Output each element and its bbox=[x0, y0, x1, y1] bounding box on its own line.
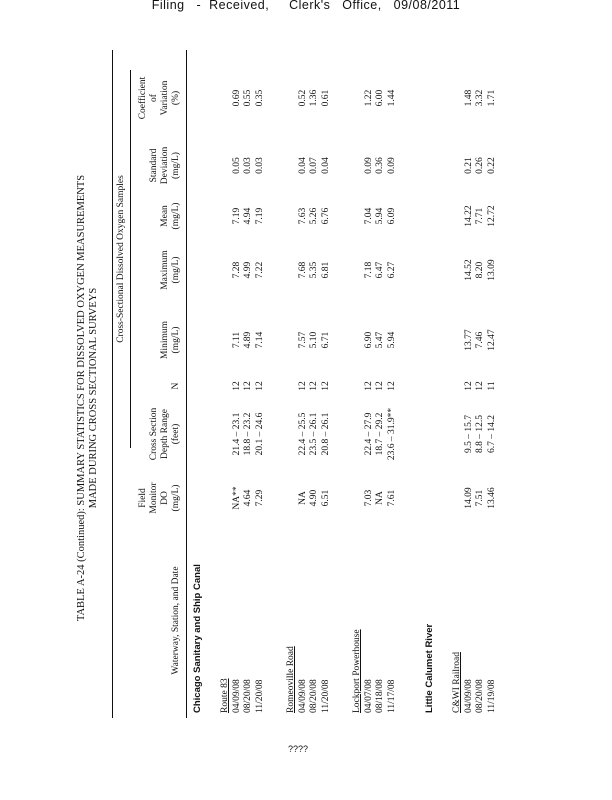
cell-max: 4.99 bbox=[243, 261, 253, 279]
cell-min: 7.11 bbox=[231, 331, 242, 349]
cell-std: 0.05 bbox=[231, 157, 242, 174]
cell-max: 14.52 bbox=[463, 259, 474, 281]
col-header-depth-range bbox=[149, 398, 182, 470]
cell-do: 4.90 bbox=[309, 489, 319, 507]
cell-depth: 8.8 – 12.5 bbox=[475, 415, 485, 453]
cell-std: 0.07 bbox=[309, 157, 319, 174]
station-name: Lockport Powerhouse bbox=[352, 629, 362, 713]
cell-std: 0.09 bbox=[386, 157, 397, 174]
cell-std: 0.09 bbox=[363, 157, 374, 174]
section-heading: Chicago Sanitary and Ship Canal bbox=[192, 564, 203, 713]
col-header-field-monitor bbox=[138, 476, 182, 520]
cell-min: 6.90 bbox=[363, 331, 374, 349]
cell-n: 12 bbox=[297, 381, 308, 391]
cell-max: 6.81 bbox=[320, 261, 331, 279]
cell-cv: 3.32 bbox=[475, 89, 485, 107]
cell-date: 08/20/08 bbox=[309, 679, 319, 713]
col-header-depth-range-line-1: Cross Section bbox=[149, 407, 159, 461]
cell-cv: 1.48 bbox=[463, 89, 474, 107]
cell-std: 0.26 bbox=[475, 157, 485, 174]
cell-max: 7.28 bbox=[231, 261, 242, 279]
cell-n: 12 bbox=[254, 381, 265, 391]
col-header-depth-range-line-3: (feet) bbox=[171, 423, 181, 445]
col-header-std-line-3: (mg/L) bbox=[171, 152, 181, 179]
col-header-mean-line-2: (mg/L) bbox=[171, 202, 181, 230]
col-header-field-monitor-line-2: Monitor bbox=[149, 482, 159, 514]
cell-std: 0.36 bbox=[375, 157, 385, 174]
cell-cv: 0.61 bbox=[320, 89, 331, 107]
cell-max: 6.47 bbox=[375, 261, 385, 279]
col-header-maximum bbox=[160, 240, 182, 300]
cell-mean: 5.26 bbox=[309, 207, 319, 225]
filing-header: Filing - Received, Clerk's Office, 09/08/2011 bbox=[151, 0, 461, 12]
header-rule bbox=[186, 50, 187, 718]
cell-depth: 22.4 – 27.9 bbox=[363, 412, 374, 456]
col-header-depth-range-line-2: Depth Range bbox=[160, 409, 170, 459]
cell-max: 7.18 bbox=[363, 261, 374, 279]
cell-do: 7.51 bbox=[475, 489, 485, 507]
cell-depth: 18.7 – 29.2 bbox=[375, 412, 385, 456]
col-header-maximum-line-1: Maximum bbox=[160, 250, 170, 290]
col-header-mean bbox=[160, 194, 182, 238]
table-title-line-1: TABLE A-24 (Continued): SUMMARY STATISTICS FOR DISSOLVED OXYGEN MEASUREMENTS bbox=[76, 174, 87, 622]
cell-do: 13.46 bbox=[486, 487, 497, 509]
station-name: Route 83 bbox=[220, 678, 230, 713]
top-rule bbox=[112, 50, 113, 718]
cell-date: 04/07/08 bbox=[363, 679, 374, 713]
cell-std: 0.04 bbox=[297, 157, 308, 174]
cell-date: 04/09/08 bbox=[231, 679, 242, 713]
cell-do: NA bbox=[297, 491, 308, 505]
cell-cv: 1.71 bbox=[486, 89, 497, 107]
col-header-mean-line-1: Mean bbox=[160, 205, 170, 227]
cell-date: 11/20/08 bbox=[320, 679, 331, 713]
cell-mean: 7.04 bbox=[363, 207, 374, 225]
cell-n: 12 bbox=[475, 381, 485, 391]
col-header-cv bbox=[138, 68, 182, 128]
cell-depth: 20.8 – 26.1 bbox=[320, 412, 331, 456]
col-header-n-line-1: N bbox=[171, 382, 181, 390]
cell-min: 6.71 bbox=[320, 331, 331, 349]
cell-depth: 22.4 – 25.5 bbox=[297, 412, 308, 456]
cell-n: 12 bbox=[309, 381, 319, 391]
cell-date: 08/20/08 bbox=[475, 679, 485, 713]
cell-n: 11 bbox=[486, 381, 497, 391]
cell-min: 7.57 bbox=[297, 331, 308, 349]
cell-date: 04/09/08 bbox=[297, 679, 308, 713]
cell-min: 5.94 bbox=[386, 331, 397, 349]
cell-depth: 23.5 – 26.1 bbox=[309, 412, 319, 456]
cell-std: 0.03 bbox=[243, 157, 253, 174]
cell-n: 12 bbox=[363, 381, 374, 391]
cell-do: 14.09 bbox=[463, 487, 474, 509]
cell-cv: 1.36 bbox=[309, 89, 319, 107]
cell-cv: 1.22 bbox=[363, 89, 374, 107]
cell-cv: 0.35 bbox=[254, 89, 265, 107]
cell-mean: 7.19 bbox=[231, 207, 242, 225]
col-header-cv-line-4: (%) bbox=[171, 90, 181, 106]
cell-max: 7.68 bbox=[297, 261, 308, 279]
cell-min: 13.77 bbox=[463, 329, 474, 351]
col-header-n bbox=[171, 376, 182, 396]
col-header-field-monitor-line-3: DO bbox=[160, 491, 170, 505]
cell-std: 0.03 bbox=[254, 157, 265, 174]
cell-n: 12 bbox=[320, 381, 331, 391]
cell-depth: 21.4 – 23.1 bbox=[231, 412, 242, 456]
cell-do: NA** bbox=[231, 486, 242, 510]
cell-mean: 12.72 bbox=[486, 205, 497, 227]
cell-depth: 6.7 – 14.2 bbox=[486, 415, 497, 453]
cell-std: 0.22 bbox=[486, 157, 497, 174]
cell-mean: 5.94 bbox=[375, 207, 385, 225]
cell-n: 12 bbox=[231, 381, 242, 391]
cell-mean: 6.09 bbox=[386, 207, 397, 225]
col-header-minimum bbox=[160, 310, 182, 370]
cell-max: 5.35 bbox=[309, 261, 319, 279]
cell-date: 08/20/08 bbox=[243, 679, 253, 713]
cell-max: 7.22 bbox=[254, 261, 265, 279]
cell-do: NA bbox=[375, 491, 385, 505]
cell-date: 11/20/08 bbox=[254, 679, 265, 713]
cell-std: 0.21 bbox=[463, 157, 474, 174]
cell-cv: 0.69 bbox=[231, 89, 242, 107]
cell-date: 11/19/08 bbox=[486, 679, 497, 713]
station-name: C&WI Railroad bbox=[452, 652, 462, 713]
cell-n: 12 bbox=[375, 381, 385, 391]
table-title bbox=[76, 48, 100, 748]
cell-min: 4.89 bbox=[243, 331, 253, 349]
cell-mean: 7.19 bbox=[254, 207, 265, 225]
cell-mean: 7.63 bbox=[297, 207, 308, 225]
col-header-maximum-line-2: (mg/L) bbox=[171, 256, 181, 284]
table-title-line-2: MADE DURING CROSS SECTIONAL SURVEYS bbox=[88, 287, 99, 509]
cell-cv: 1.44 bbox=[386, 89, 397, 107]
cell-min: 7.14 bbox=[254, 331, 265, 349]
cell-date: 08/18/08 bbox=[375, 679, 385, 713]
rotated-table bbox=[72, 48, 612, 748]
col-header-cv-line-2: of bbox=[149, 94, 159, 102]
cell-n: 12 bbox=[243, 381, 253, 391]
col-header-cv-line-3: Variation bbox=[160, 80, 170, 116]
cell-cv: 6.00 bbox=[375, 89, 385, 107]
col-header-std bbox=[149, 138, 182, 193]
cell-min: 7.46 bbox=[475, 331, 485, 349]
col-header-minimum-line-2: (mg/L) bbox=[171, 326, 181, 354]
cell-n: 12 bbox=[463, 381, 474, 391]
group-header: Cross-Sectional Dissolved Oxygen Samples bbox=[116, 175, 126, 343]
station-name: Romeoville Road bbox=[286, 646, 296, 713]
cell-date: 11/17/08 bbox=[386, 679, 397, 713]
col-header-waterway bbox=[171, 528, 182, 713]
cell-max: 13.09 bbox=[486, 259, 497, 281]
col-header-std-line-2: Deviation bbox=[160, 146, 170, 185]
col-header-waterway-line-1: Waterway, Station, and Date bbox=[171, 566, 181, 675]
col-header-field-monitor-line-1: Field bbox=[138, 488, 148, 508]
cell-cv: 0.52 bbox=[297, 89, 308, 107]
cell-mean: 7.71 bbox=[475, 207, 485, 225]
cell-min: 12.47 bbox=[486, 329, 497, 351]
cell-mean: 14.22 bbox=[463, 205, 474, 227]
page-footer: ???? bbox=[288, 744, 309, 754]
cell-max: 6.27 bbox=[386, 261, 397, 279]
cell-depth: 23.6 – 31.9** bbox=[386, 407, 397, 461]
cell-do: 7.61 bbox=[386, 489, 397, 507]
cell-do: 4.64 bbox=[243, 489, 253, 507]
cell-do: 7.03 bbox=[363, 489, 374, 507]
cell-min: 5.47 bbox=[375, 331, 385, 349]
cell-min: 5.10 bbox=[309, 331, 319, 349]
cell-n: 12 bbox=[386, 381, 397, 391]
col-header-cv-line-1: Coefficient bbox=[138, 76, 148, 120]
col-header-minimum-line-1: Minimum bbox=[160, 321, 170, 360]
col-header-field-monitor-line-4: (mg/L) bbox=[171, 484, 181, 512]
cell-max: 8.20 bbox=[475, 261, 485, 279]
cell-do: 6.51 bbox=[320, 489, 331, 507]
cell-date: 04/09/08 bbox=[463, 679, 474, 713]
cell-depth: 18.8 – 23.2 bbox=[243, 412, 253, 456]
cell-depth: 9.5 – 15.7 bbox=[463, 415, 474, 453]
cell-std: 0.04 bbox=[320, 157, 331, 174]
cell-mean: 4.94 bbox=[243, 207, 253, 225]
section-heading: Little Calumet River bbox=[424, 623, 435, 713]
cell-cv: 0.55 bbox=[243, 89, 253, 107]
cell-depth: 20.1 – 24.6 bbox=[254, 412, 265, 456]
col-header-std-line-1: Standard bbox=[149, 148, 159, 183]
group-rule bbox=[130, 70, 131, 448]
cell-mean: 6.76 bbox=[320, 207, 331, 225]
cell-do: 7.29 bbox=[254, 489, 265, 507]
